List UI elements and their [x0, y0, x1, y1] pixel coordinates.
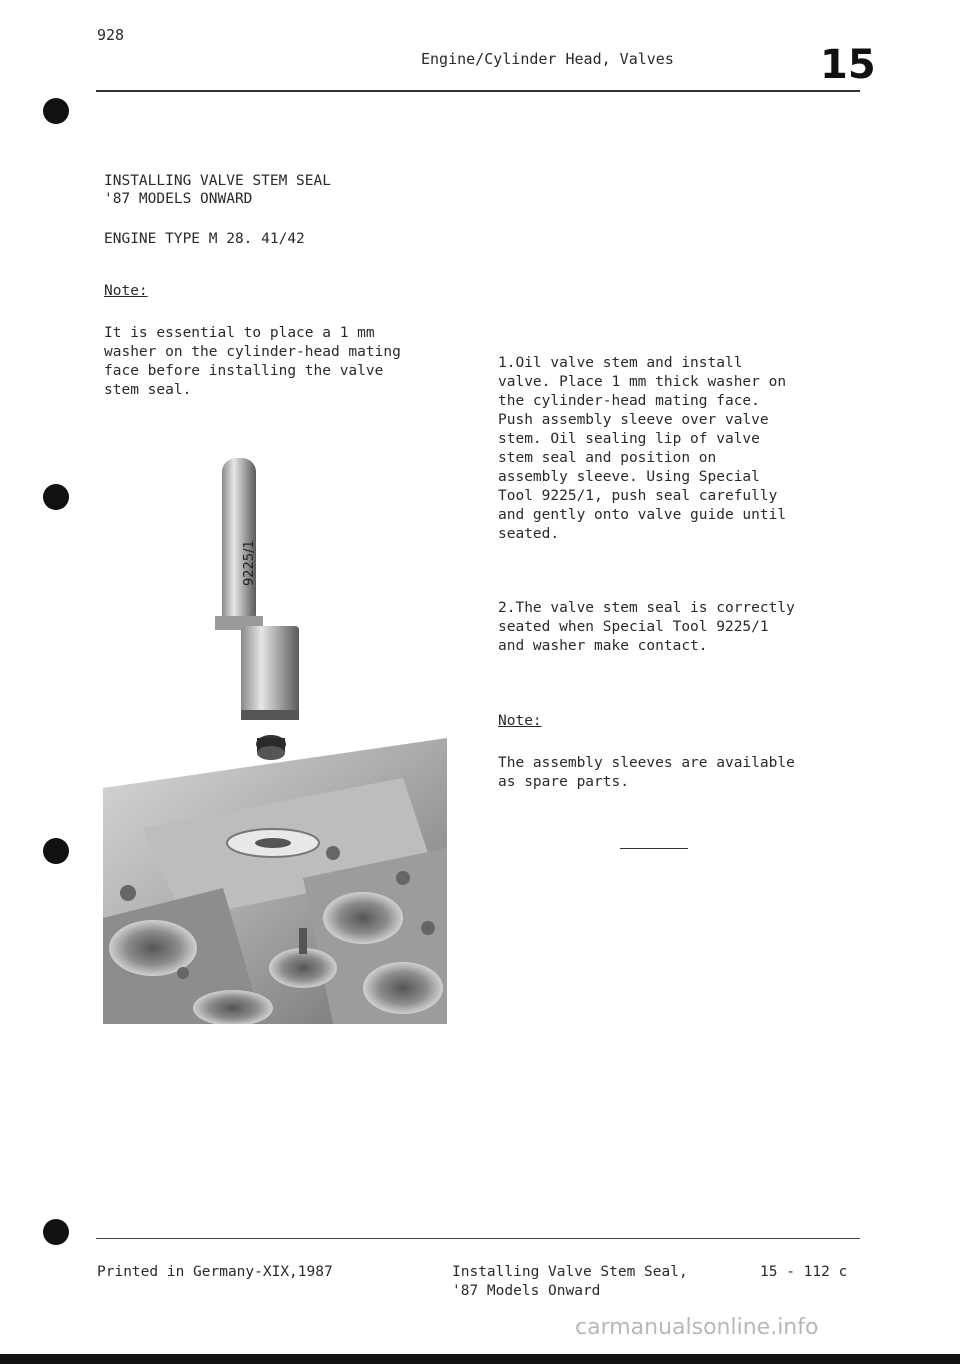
step-2: 2.The valve stem seal is correctly seated when Special Tool 9225/1 and washer make contact. [498, 600, 795, 654]
header-rule [96, 90, 860, 92]
punch-hole [43, 98, 69, 124]
note-label-2: Note: [498, 713, 542, 729]
heading-line-1: INSTALLING VALVE STEM SEAL [104, 173, 331, 189]
model-number: 928 [97, 26, 125, 44]
tool-label: 9225/1 [242, 540, 257, 586]
footer-rule [96, 1238, 860, 1239]
end-rule [620, 848, 688, 849]
valve-stem-seal-photo [103, 448, 447, 1024]
page-header-title: Engine/Cylinder Head, Valves [421, 50, 674, 68]
punch-hole [43, 838, 69, 864]
heading-line-2: '87 MODELS ONWARD [104, 191, 253, 207]
section-number: 15 [820, 42, 876, 88]
note-text: It is essential to place a 1 mm washer on the cylinder-head mating face before installing the valve stem seal. [104, 325, 401, 398]
footer-caption: Installing Valve Stem Seal, '87 Models Onward [452, 1264, 688, 1299]
page-number: 15 - 112 c [760, 1264, 848, 1280]
note-text-2: The assembly sleeves are available as spare parts. [498, 755, 795, 790]
printed-info: Printed in Germany-XIX,1987 [97, 1264, 333, 1280]
note-label: Note: [104, 283, 148, 299]
punch-hole [43, 1219, 69, 1245]
engine-type: ENGINE TYPE M 28. 41/42 [104, 231, 305, 247]
bottom-bar [0, 1354, 960, 1364]
step-1: 1.Oil valve stem and install valve. Place 1 mm thick washer on the cylinder-head mating face. Push assembly sleeve over valve stem. Oil sealing lip of valve stem seal and position on assembly sleeve. Using Special Tool 9225/1, push seal carefully and gently onto valve guide until seated. [498, 355, 787, 542]
watermark: carmanualsonline.info [575, 1315, 819, 1340]
punch-hole [43, 484, 69, 510]
